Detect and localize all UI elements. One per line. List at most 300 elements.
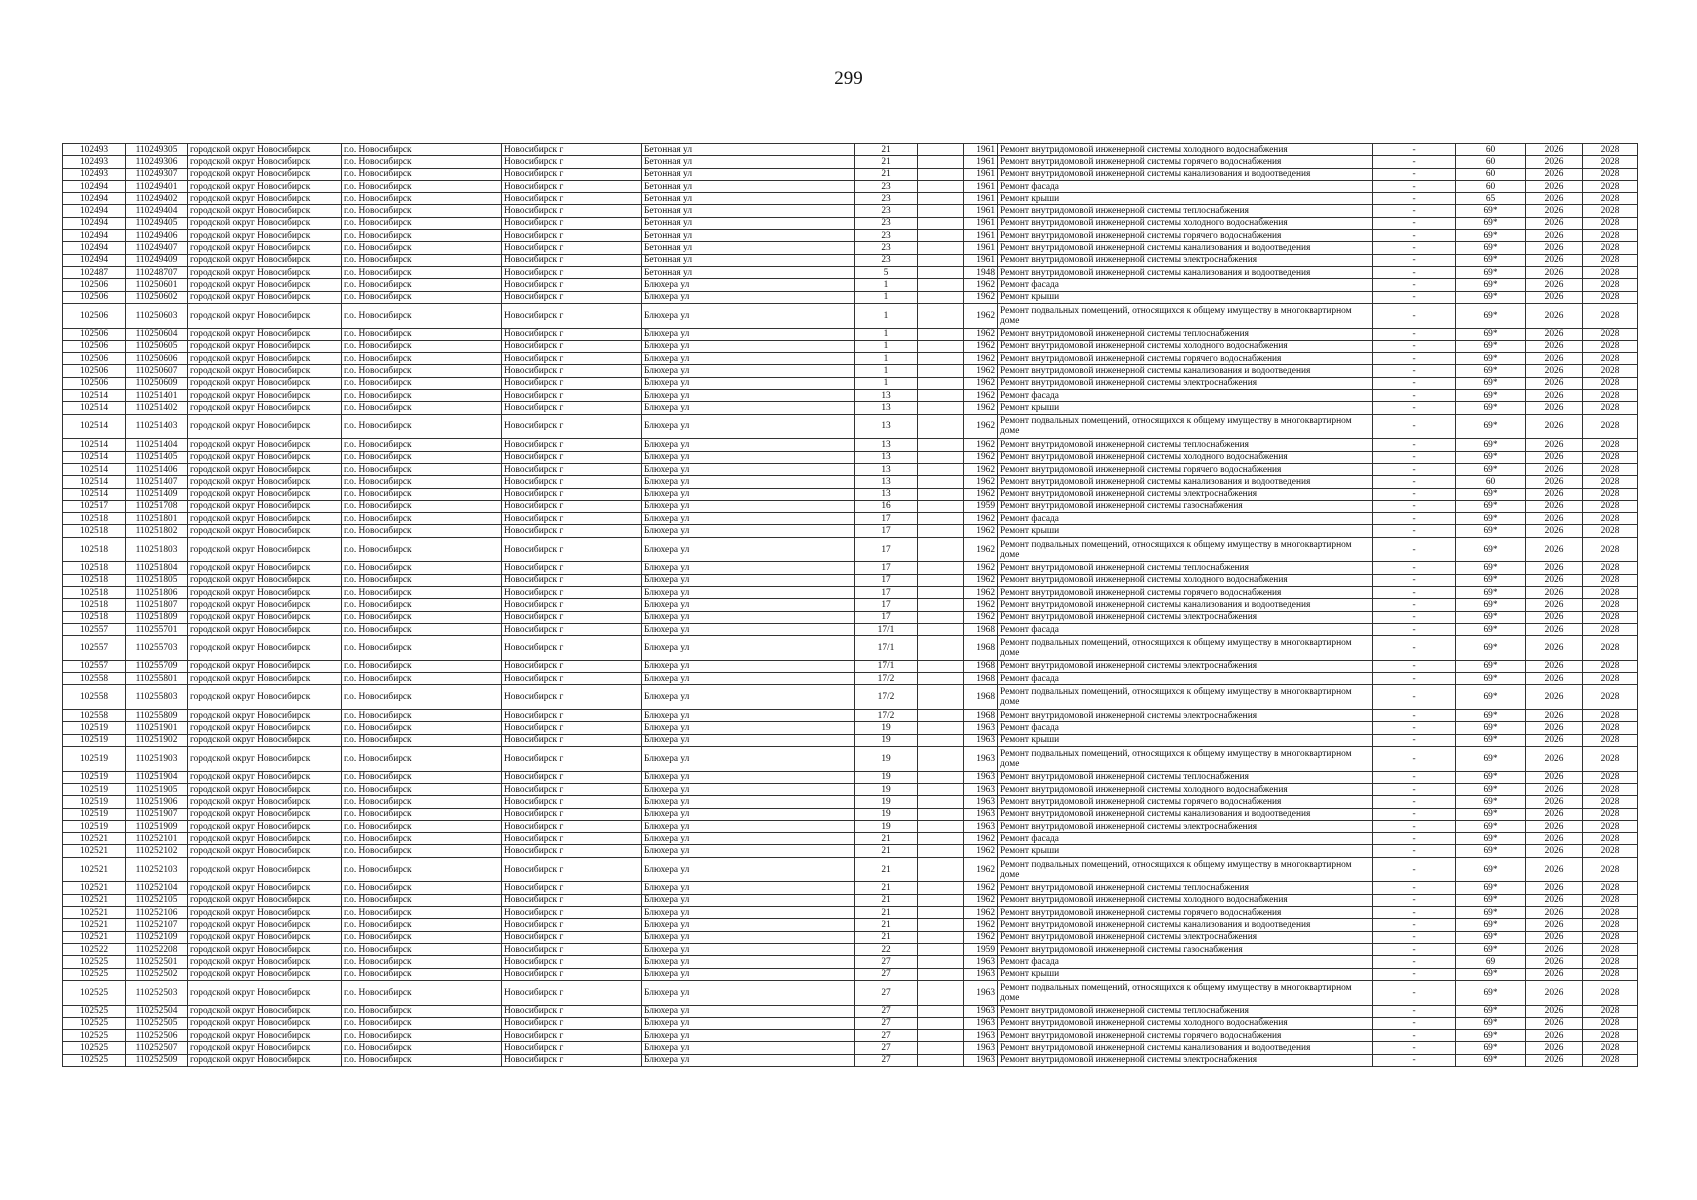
cell-house-id: 102557: [63, 660, 126, 672]
cell-end-year: 2028: [1583, 390, 1638, 402]
cell-year-built: 1962: [964, 611, 998, 623]
cell-area: -: [1373, 894, 1456, 906]
cell-work-type: Ремонт внутридомовой инженерной системы теплоснабжения: [998, 882, 1373, 894]
cell-area: -: [1373, 907, 1456, 919]
cell-street: Блюхера ул: [642, 328, 855, 340]
cell-municipality: г.о. Новосибирск: [342, 586, 502, 598]
cell-cost: 60: [1456, 156, 1526, 168]
cell-work-type: Ремонт крыши: [998, 845, 1373, 857]
cell-area: -: [1373, 599, 1456, 611]
cell-area: -: [1373, 611, 1456, 623]
cell-house-number: 16: [855, 500, 918, 512]
cell-municipal-district: городской округ Новосибирск: [188, 1042, 342, 1054]
cell-year-built: 1962: [964, 279, 998, 291]
cell-municipal-district: городской округ Новосибирск: [188, 1054, 342, 1066]
cell-start-year: 2026: [1526, 279, 1583, 291]
cell-locality: Новосибирск г: [502, 340, 642, 352]
cell-municipal-district: городской округ Новосибирск: [188, 611, 342, 623]
cell-building: [918, 451, 964, 463]
cell-house-number: 21: [855, 845, 918, 857]
cell-cost: 69*: [1456, 303, 1526, 328]
cell-municipality: г.о. Новосибирск: [342, 365, 502, 377]
cell-start-year: 2026: [1526, 463, 1583, 475]
cell-locality: Новосибирск г: [502, 1017, 642, 1029]
cell-work-type: Ремонт внутридомовой инженерной системы горячего водоснабжения: [998, 353, 1373, 365]
cell-building: [918, 193, 964, 205]
cell-municipal-district: городской округ Новосибирск: [188, 980, 342, 1005]
cell-municipality: г.о. Новосибирск: [342, 525, 502, 537]
cell-work-id: 110251801: [126, 513, 188, 525]
cell-house-id: 102525: [63, 1017, 126, 1029]
cell-start-year: 2026: [1526, 685, 1583, 710]
cell-work-type: Ремонт подвальных помещений, относящихся к общему имуществу в многоквартирном доме: [998, 537, 1373, 562]
table-row: [63, 402, 1638, 414]
cell-year-built: 1962: [964, 488, 998, 500]
cell-work-type: Ремонт внутридомовой инженерной системы холодного водоснабжения: [998, 451, 1373, 463]
cell-year-built: 1968: [964, 710, 998, 722]
cell-house-id: 102521: [63, 857, 126, 882]
cell-area: -: [1373, 340, 1456, 352]
cell-house-id: 102522: [63, 943, 126, 955]
cell-work-id: 110251406: [126, 463, 188, 475]
table-row: [63, 820, 1638, 832]
table-row: [63, 833, 1638, 845]
cell-house-id: 102518: [63, 611, 126, 623]
cell-year-built: 1963: [964, 820, 998, 832]
table-row: [63, 685, 1638, 710]
cell-house-number: 23: [855, 193, 918, 205]
cell-work-id: 110255803: [126, 685, 188, 710]
cell-house-id: 102521: [63, 931, 126, 943]
cell-municipal-district: городской округ Новосибирск: [188, 919, 342, 931]
cell-house-id: 102518: [63, 513, 126, 525]
cell-year-built: 1963: [964, 808, 998, 820]
cell-locality: Новосибирск г: [502, 623, 642, 635]
cell-start-year: 2026: [1526, 180, 1583, 192]
cell-building: [918, 328, 964, 340]
cell-municipality: г.о. Новосибирск: [342, 660, 502, 672]
cell-work-id: 110251906: [126, 796, 188, 808]
cell-area: -: [1373, 1017, 1456, 1029]
cell-work-type: Ремонт внутридомовой инженерной системы канализования и водоотведения: [998, 242, 1373, 254]
cell-house-number: 21: [855, 894, 918, 906]
cell-municipal-district: городской округ Новосибирск: [188, 623, 342, 635]
cell-end-year: 2028: [1583, 685, 1638, 710]
cell-work-id: 110250603: [126, 303, 188, 328]
table-row: [63, 611, 1638, 623]
cell-municipality: г.о. Новосибирск: [342, 242, 502, 254]
cell-building: [918, 525, 964, 537]
cell-municipal-district: городской округ Новосибирск: [188, 217, 342, 229]
cell-end-year: 2028: [1583, 414, 1638, 439]
cell-cost: 60: [1456, 168, 1526, 180]
cell-house-number: 19: [855, 771, 918, 783]
cell-street: Блюхера ул: [642, 747, 855, 772]
cell-municipality: г.о. Новосибирск: [342, 439, 502, 451]
cell-end-year: 2028: [1583, 291, 1638, 303]
cell-work-id: 110251807: [126, 599, 188, 611]
cell-cost: 69*: [1456, 562, 1526, 574]
cell-end-year: 2028: [1583, 254, 1638, 266]
cell-locality: Новосибирск г: [502, 328, 642, 340]
cell-cost: 69*: [1456, 734, 1526, 746]
cell-work-id: 110252504: [126, 1005, 188, 1017]
cell-start-year: 2026: [1526, 722, 1583, 734]
cell-work-type: Ремонт внутридомовой инженерной системы горячего водоснабжения: [998, 907, 1373, 919]
cell-locality: Новосибирск г: [502, 980, 642, 1005]
cell-work-id: 110252502: [126, 968, 188, 980]
cell-municipality: г.о. Новосибирск: [342, 771, 502, 783]
cell-start-year: 2026: [1526, 168, 1583, 180]
cell-house-number: 27: [855, 1042, 918, 1054]
cell-street: Блюхера ул: [642, 488, 855, 500]
cell-cost: 69*: [1456, 623, 1526, 635]
cell-house-id: 102519: [63, 734, 126, 746]
cell-end-year: 2028: [1583, 377, 1638, 389]
cell-year-built: 1962: [964, 882, 998, 894]
cell-cost: 69*: [1456, 414, 1526, 439]
cell-end-year: 2028: [1583, 722, 1638, 734]
cell-year-built: 1961: [964, 242, 998, 254]
cell-year-built: 1962: [964, 365, 998, 377]
table-row: [63, 623, 1638, 635]
cell-street: Бетонная ул: [642, 230, 855, 242]
cell-building: [918, 894, 964, 906]
cell-house-number: 13: [855, 414, 918, 439]
cell-work-id: 110251904: [126, 771, 188, 783]
cell-house-number: 27: [855, 968, 918, 980]
cell-area: -: [1373, 734, 1456, 746]
cell-house-id: 102518: [63, 562, 126, 574]
cell-work-id: 110249307: [126, 168, 188, 180]
cell-street: Блюхера ул: [642, 956, 855, 968]
cell-year-built: 1963: [964, 980, 998, 1005]
cell-locality: Новосибирск г: [502, 303, 642, 328]
cell-year-built: 1963: [964, 956, 998, 968]
cell-locality: Новосибирск г: [502, 402, 642, 414]
cell-locality: Новосибирск г: [502, 685, 642, 710]
cell-house-number: 17: [855, 562, 918, 574]
table-row: [63, 328, 1638, 340]
cell-year-built: 1962: [964, 476, 998, 488]
cell-house-id: 102493: [63, 144, 126, 156]
cell-street: Блюхера ул: [642, 611, 855, 623]
cell-locality: Новосибирск г: [502, 451, 642, 463]
cell-house-number: 17/2: [855, 710, 918, 722]
cell-work-type: Ремонт внутридомовой инженерной системы электроснабжения: [998, 820, 1373, 832]
cell-municipal-district: городской округ Новосибирск: [188, 820, 342, 832]
cell-locality: Новосибирск г: [502, 156, 642, 168]
cell-year-built: 1968: [964, 685, 998, 710]
cell-municipal-district: городской округ Новосибирск: [188, 537, 342, 562]
cell-building: [918, 771, 964, 783]
cell-cost: 69*: [1456, 845, 1526, 857]
cell-municipality: г.о. Новосибирск: [342, 353, 502, 365]
cell-area: -: [1373, 1042, 1456, 1054]
cell-municipality: г.о. Новосибирск: [342, 710, 502, 722]
cell-year-built: 1963: [964, 968, 998, 980]
cell-cost: 69*: [1456, 1017, 1526, 1029]
cell-locality: Новосибирск г: [502, 414, 642, 439]
cell-work-id: 110255809: [126, 710, 188, 722]
cell-area: -: [1373, 710, 1456, 722]
cell-start-year: 2026: [1526, 660, 1583, 672]
cell-street: Бетонная ул: [642, 217, 855, 229]
cell-house-id: 102517: [63, 500, 126, 512]
table-row: [63, 1042, 1638, 1054]
cell-end-year: 2028: [1583, 217, 1638, 229]
cell-work-id: 110251405: [126, 451, 188, 463]
cell-work-type: Ремонт внутридомовой инженерной системы горячего водоснабжения: [998, 156, 1373, 168]
cell-year-built: 1962: [964, 562, 998, 574]
cell-start-year: 2026: [1526, 968, 1583, 980]
cell-house-number: 1: [855, 279, 918, 291]
cell-work-id: 110251804: [126, 562, 188, 574]
cell-municipal-district: городской округ Новосибирск: [188, 488, 342, 500]
cell-house-number: 27: [855, 956, 918, 968]
cell-cost: 69*: [1456, 1042, 1526, 1054]
cell-house-id: 102521: [63, 833, 126, 845]
cell-municipality: г.о. Новосибирск: [342, 463, 502, 475]
cell-start-year: 2026: [1526, 919, 1583, 931]
cell-end-year: 2028: [1583, 943, 1638, 955]
table-row: [63, 266, 1638, 278]
cell-start-year: 2026: [1526, 796, 1583, 808]
cell-building: [918, 230, 964, 242]
cell-municipal-district: городской округ Новосибирск: [188, 266, 342, 278]
table-row: [63, 586, 1638, 598]
table-row: [63, 439, 1638, 451]
cell-house-number: 17/2: [855, 673, 918, 685]
cell-work-type: Ремонт фасада: [998, 513, 1373, 525]
cell-house-id: 102506: [63, 365, 126, 377]
cell-house-number: 17: [855, 525, 918, 537]
cell-year-built: 1963: [964, 734, 998, 746]
cell-house-number: 22: [855, 943, 918, 955]
table-row: [63, 808, 1638, 820]
cell-house-number: 19: [855, 808, 918, 820]
cell-municipal-district: городской округ Новосибирск: [188, 365, 342, 377]
cell-locality: Новосибирск г: [502, 956, 642, 968]
cell-house-id: 102514: [63, 463, 126, 475]
cell-house-number: 1: [855, 377, 918, 389]
cell-municipality: г.о. Новосибирск: [342, 599, 502, 611]
cell-municipality: г.о. Новосибирск: [342, 377, 502, 389]
cell-year-built: 1962: [964, 303, 998, 328]
cell-locality: Новосибирск г: [502, 943, 642, 955]
cell-municipal-district: городской округ Новосибирск: [188, 193, 342, 205]
cell-start-year: 2026: [1526, 636, 1583, 661]
cell-municipal-district: городской округ Новосибирск: [188, 673, 342, 685]
cell-start-year: 2026: [1526, 1030, 1583, 1042]
cell-work-id: 110251708: [126, 500, 188, 512]
cell-municipality: г.о. Новосибирск: [342, 968, 502, 980]
cell-work-type: Ремонт фасада: [998, 673, 1373, 685]
cell-municipality: г.о. Новосибирск: [342, 882, 502, 894]
table-row: [63, 230, 1638, 242]
cell-work-id: 110252106: [126, 907, 188, 919]
cell-municipal-district: городской округ Новосибирск: [188, 205, 342, 217]
table-row: [63, 562, 1638, 574]
table-row: [63, 931, 1638, 943]
cell-house-id: 102494: [63, 205, 126, 217]
cell-work-id: 110251402: [126, 402, 188, 414]
cell-locality: Новосибирск г: [502, 513, 642, 525]
table-row: [63, 796, 1638, 808]
cell-start-year: 2026: [1526, 599, 1583, 611]
cell-work-id: 110255709: [126, 660, 188, 672]
cell-work-type: Ремонт внутридомовой инженерной системы газоснабжения: [998, 500, 1373, 512]
cell-start-year: 2026: [1526, 230, 1583, 242]
cell-work-type: Ремонт внутридомовой инженерной системы горячего водоснабжения: [998, 1030, 1373, 1042]
cell-end-year: 2028: [1583, 845, 1638, 857]
cell-house-id: 102514: [63, 451, 126, 463]
cell-locality: Новосибирск г: [502, 857, 642, 882]
cell-municipal-district: городской округ Новосибирск: [188, 279, 342, 291]
cell-street: Блюхера ул: [642, 1017, 855, 1029]
table-row: [63, 710, 1638, 722]
cell-building: [918, 857, 964, 882]
cell-building: [918, 599, 964, 611]
cell-locality: Новосибирск г: [502, 882, 642, 894]
cell-year-built: 1962: [964, 833, 998, 845]
cell-work-type: Ремонт подвальных помещений, относящихся к общему имуществу в многоквартирном доме: [998, 747, 1373, 772]
cell-work-type: Ремонт внутридомовой инженерной системы теплоснабжения: [998, 562, 1373, 574]
cell-locality: Новосибирск г: [502, 193, 642, 205]
cell-area: -: [1373, 328, 1456, 340]
cell-house-number: 21: [855, 931, 918, 943]
cell-year-built: 1959: [964, 500, 998, 512]
cell-municipal-district: городской округ Новосибирск: [188, 451, 342, 463]
cell-start-year: 2026: [1526, 894, 1583, 906]
cell-work-type: Ремонт подвальных помещений, относящихся к общему имуществу в многоквартирном доме: [998, 685, 1373, 710]
cell-locality: Новосибирск г: [502, 673, 642, 685]
cell-area: -: [1373, 956, 1456, 968]
cell-work-id: 110249305: [126, 144, 188, 156]
cell-cost: 69*: [1456, 291, 1526, 303]
cell-cost: 69*: [1456, 279, 1526, 291]
cell-locality: Новосибирск г: [502, 488, 642, 500]
cell-house-number: 13: [855, 476, 918, 488]
cell-year-built: 1961: [964, 193, 998, 205]
cell-cost: 69*: [1456, 943, 1526, 955]
cell-area: -: [1373, 722, 1456, 734]
cell-street: Блюхера ул: [642, 845, 855, 857]
cell-street: Блюхера ул: [642, 931, 855, 943]
cell-municipality: г.о. Новосибирск: [342, 303, 502, 328]
cell-street: Блюхера ул: [642, 525, 855, 537]
cell-house-number: 17: [855, 513, 918, 525]
cell-municipality: г.о. Новосибирск: [342, 1042, 502, 1054]
cell-municipality: г.о. Новосибирск: [342, 907, 502, 919]
cell-area: -: [1373, 771, 1456, 783]
cell-start-year: 2026: [1526, 1017, 1583, 1029]
cell-municipal-district: городской округ Новосибирск: [188, 734, 342, 746]
cell-area: -: [1373, 685, 1456, 710]
cell-start-year: 2026: [1526, 943, 1583, 955]
cell-building: [918, 439, 964, 451]
cell-house-number: 13: [855, 463, 918, 475]
cell-work-id: 110252506: [126, 1030, 188, 1042]
cell-start-year: 2026: [1526, 156, 1583, 168]
cell-cost: 69*: [1456, 340, 1526, 352]
cell-house-id: 102487: [63, 266, 126, 278]
table-row: [63, 193, 1638, 205]
cell-year-built: 1968: [964, 673, 998, 685]
cell-street: Блюхера ул: [642, 820, 855, 832]
cell-start-year: 2026: [1526, 365, 1583, 377]
cell-area: -: [1373, 660, 1456, 672]
cell-cost: 69*: [1456, 771, 1526, 783]
cell-municipal-district: городской округ Новосибирск: [188, 685, 342, 710]
cell-house-id: 102494: [63, 217, 126, 229]
cell-work-id: 110250606: [126, 353, 188, 365]
cell-house-id: 102519: [63, 820, 126, 832]
cell-municipal-district: городской округ Новосибирск: [188, 513, 342, 525]
cell-municipality: г.о. Новосибирск: [342, 943, 502, 955]
cell-municipal-district: городской округ Новосибирск: [188, 242, 342, 254]
cell-municipality: г.о. Новосибирск: [342, 784, 502, 796]
cell-building: [918, 156, 964, 168]
cell-municipality: г.о. Новосибирск: [342, 156, 502, 168]
cell-municipal-district: городской округ Новосибирск: [188, 353, 342, 365]
cell-building: [918, 144, 964, 156]
cell-area: -: [1373, 266, 1456, 278]
cell-year-built: 1963: [964, 747, 998, 772]
cell-street: Блюхера ул: [642, 500, 855, 512]
cell-building: [918, 636, 964, 661]
table-row: [63, 500, 1638, 512]
cell-end-year: 2028: [1583, 734, 1638, 746]
cell-municipal-district: городской округ Новосибирск: [188, 402, 342, 414]
cell-work-id: 110250605: [126, 340, 188, 352]
cell-area: -: [1373, 291, 1456, 303]
cell-work-type: Ремонт внутридомовой инженерной системы горячего водоснабжения: [998, 796, 1373, 808]
cell-building: [918, 254, 964, 266]
cell-street: Блюхера ул: [642, 919, 855, 931]
cell-house-number: 1: [855, 353, 918, 365]
cell-building: [918, 180, 964, 192]
cell-start-year: 2026: [1526, 833, 1583, 845]
cell-cost: 69*: [1456, 808, 1526, 820]
cell-end-year: 2028: [1583, 525, 1638, 537]
cell-work-type: Ремонт подвальных помещений, относящихся к общему имуществу в многоквартирном доме: [998, 636, 1373, 661]
cell-street: Блюхера ул: [642, 476, 855, 488]
cell-area: -: [1373, 820, 1456, 832]
cell-house-number: 27: [855, 1030, 918, 1042]
cell-year-built: 1968: [964, 660, 998, 672]
cell-house-id: 102519: [63, 771, 126, 783]
cell-house-number: 21: [855, 144, 918, 156]
cell-end-year: 2028: [1583, 882, 1638, 894]
cell-locality: Новосибирск г: [502, 439, 642, 451]
cell-house-number: 17/1: [855, 660, 918, 672]
table-row: [63, 771, 1638, 783]
cell-municipality: г.о. Новосибирск: [342, 623, 502, 635]
cell-cost: 69*: [1456, 365, 1526, 377]
cell-municipality: г.о. Новосибирск: [342, 328, 502, 340]
cell-area: -: [1373, 574, 1456, 586]
cell-municipality: г.о. Новосибирск: [342, 1005, 502, 1017]
cell-house-number: 1: [855, 328, 918, 340]
cell-municipal-district: городской округ Новосибирск: [188, 636, 342, 661]
cell-area: -: [1373, 586, 1456, 598]
cell-street: Бетонная ул: [642, 144, 855, 156]
table-row: [63, 784, 1638, 796]
cell-building: [918, 784, 964, 796]
cell-house-id: 102506: [63, 303, 126, 328]
cell-start-year: 2026: [1526, 476, 1583, 488]
